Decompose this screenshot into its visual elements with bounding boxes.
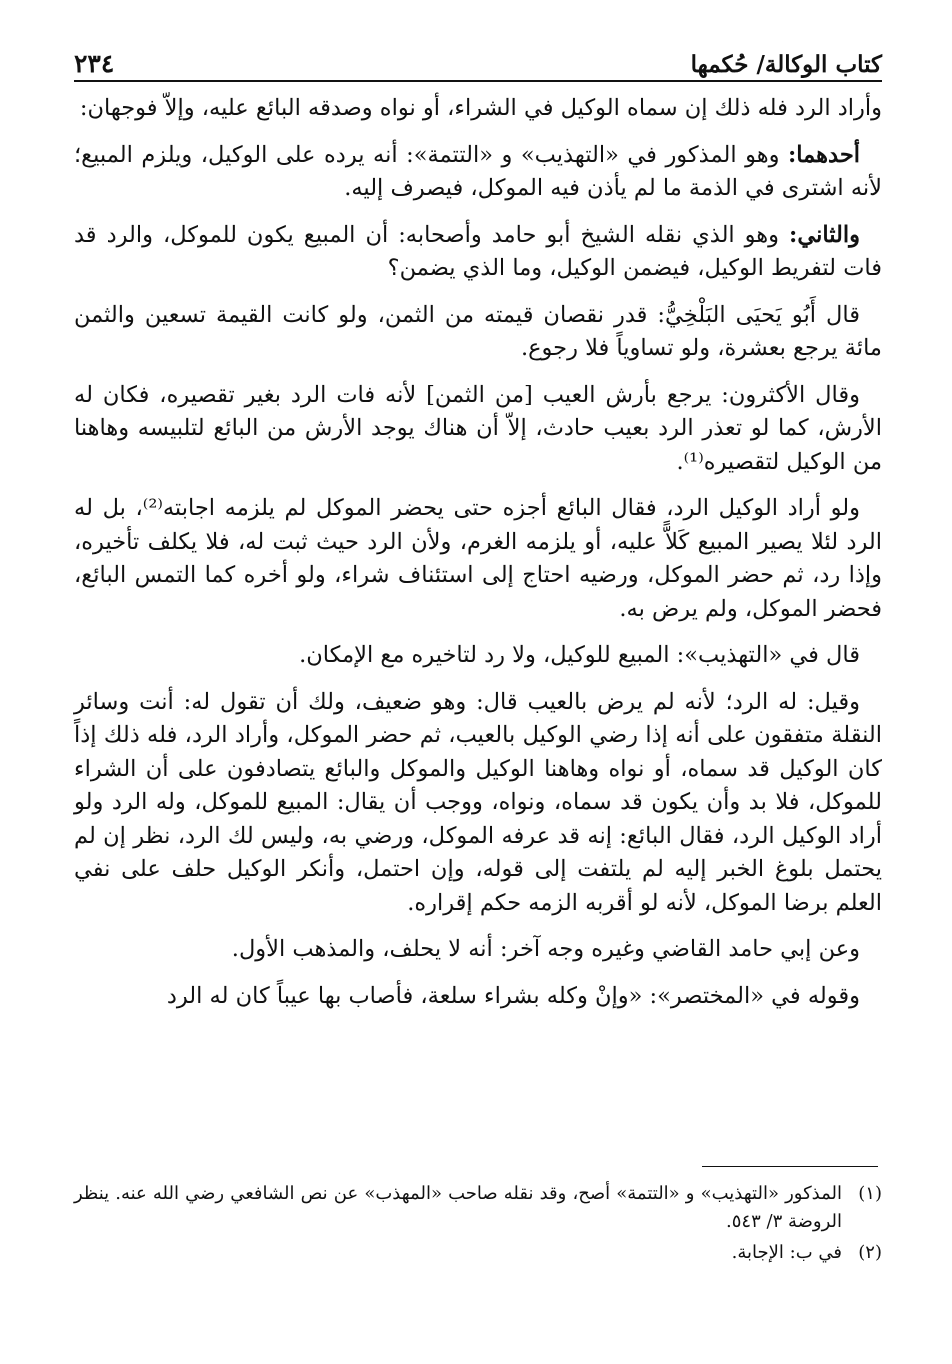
paragraph-text: وقيل: له الرد؛ لأنه لم يرض بالعيب قال: وهو ضعيف، ولك أن تقول له: أنت وسائر النقلة متفقون على أنه إذا رضي الوكيل بالعيب، ثم حضر الموكل، وأراد الرد، فله ذلك إذاً كان الوكيل قد سماه، أو نواه وهاهنا الوكيل والموكل والبائع يتصادفون على أن الشراء للموكل، فلا بد وأن يكون قد سماه، ونواه، ووجب أن يقال: المبيع للموكل، وله الرد ولو أراد الوكيل الرد، فقال البائع: إنه قد عرفه الموكل، ورضي به، وليس لك الرد، نظر إن لم يحتمل بلوغ الخبر إليه لم يلتفت إلى قوله، وإن احتمل، وأنكر الوكيل حلف على نفي العلم برضا الموكل، لأنه لو أقربه الزمه حكم إقراره. — [74, 688, 882, 916]
paragraph — [74, 492, 882, 626]
paragraph-text: وهو المذكور في «التهذيب» و «التتمة»: أنه يرده على الوكيل، ويلزم المبيع؛ لأنه اشترى في الذمة ما لم يأذن فيه الموكل، فيصرف إليه. — [74, 141, 882, 201]
paragraph — [74, 92, 882, 126]
footnote-separator — [702, 1166, 878, 1167]
paragraph-lead: والثاني: — [789, 221, 860, 248]
footnote — [74, 1239, 882, 1267]
paragraph-lead: أحدهما: — [787, 141, 860, 168]
footnote-number: (٢) — [858, 1242, 882, 1263]
paragraph-text: قال أَبُو يَحيَى البَلْخِيُّ: قدر نقصان قيمته من الثمن، ولو كانت القيمة تسعين والثمن مائة يرجع بعشرة، ولو تساوياً فلا رجوع. — [74, 301, 882, 361]
paragraph — [74, 139, 882, 206]
footnotes — [74, 1180, 882, 1270]
page-number: ٢٣٤ — [74, 49, 115, 78]
paragraph — [74, 933, 882, 967]
paragraph — [74, 299, 882, 366]
paragraph — [74, 980, 882, 1014]
footnote — [74, 1180, 882, 1236]
paragraph — [74, 219, 882, 286]
paragraph-text: وقال الأكثرون: يرجع بأرش العيب [من الثمن] لأنه فات الرد بغير تقصيره، فكان له الأرش، كما لو تعذر الرد بعيب حادث، إلاّ أن هناك يوجد الأرش من البائع لتلبيسه وهاهنا من الوكيل لتقصيره⁽¹⁾. — [74, 381, 882, 475]
footnote-text: المذكور «التهذيب» و «التتمة» أصح، وقد نقله صاحب «المهذب» عن نص الشافعي رضي الله عنه. ينظر الروضة ٣/ ٥٤٣. — [74, 1183, 842, 1232]
footnote-number: (١) — [858, 1183, 882, 1204]
paragraph — [74, 379, 882, 480]
book-title: كتاب الوكالة/ حُكمها — [690, 51, 882, 78]
paragraph-text: وقوله في «المختصر»: «وإنْ وكله بشراء سلعة، فأصاب بها عيباً كان له الرد — [166, 982, 860, 1009]
page-header — [74, 36, 882, 82]
paragraph-text: وهو الذي نقله الشيخ أبو حامد وأصحابه: أن المبيع يكون للموكل، والرد قد فات لتفريط الوكيل، فيضمن الوكيل، وما الذي يضمن؟ — [74, 221, 882, 281]
paragraph-text: وأراد الرد فله ذلك إن سماه الوكيل في الشراء، أو نواه وصدقه البائع عليه، وإلاّ فوجهان: — [79, 95, 882, 121]
paragraph-text: قال في «التهذيب»: المبيع للوكيل، ولا رد لتاخيره مع الإمكان. — [299, 642, 860, 668]
paragraph — [74, 639, 882, 673]
paragraph-text: وعن إبي حامد القاضي وغيره وجه آخر: أنه لا يحلف، والمذهب الأول. — [231, 936, 860, 962]
paragraph-text: ولو أراد الوكيل الرد، فقال البائع أجزه حتى يحضر الموكل لم يلزمه اجابته⁽²⁾، بل له الرد لئلا يصير المبيع كَلاًّ عليه، أو يلزمه الغرم، ولأن الرد حيث ثبت له، فلا يكلف تأخيره، وإذا رد، ثم حضر الموكل، ورضيه احتاج إلى استئناف شراء، ولو أخره كما التمس البائع، فحضر الموكل، ولم يرض به. — [74, 495, 882, 622]
paragraph — [74, 686, 882, 921]
footnote-text: في ب: الإجابة. — [731, 1242, 842, 1263]
main-text — [74, 92, 882, 1013]
